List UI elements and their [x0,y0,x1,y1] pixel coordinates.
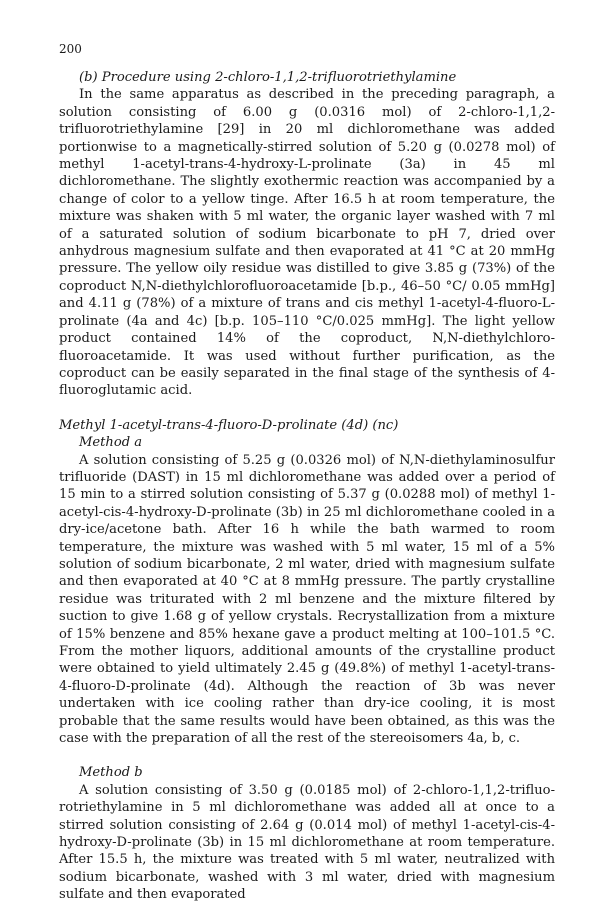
method-b-paragraph: A solution consisting of 3.50 g (0.0185 mol) of 2-chloro-1,1,2-trifluo-rotriethylamine in 5 ml dichloromethane was added all at once to a stirred solution consisting of 2.64 g (0.014 mol) of methyl 1-acetyl-cis-4-hydroxy-D-prolinate (3b) in 15 ml dichloromethane at room temperature. After 15.5 h, the mixture was treated with 5 ml water, neutralized with sodium bicarbonate, washed with 3 ml water, dried with magnesium sulfate and then evaporated [59,782,555,903]
section-b-paragraph: In the same apparatus as described in the preceding paragraph, a solution consisting of 6.00 g (0.0316 mol) of 2-chloro-1,1,2-trifluorotriethylamine [29] in 20 ml dichloromethane was added portionwise to a magnetically-stirred solution of 5.20 g (0.0278 mol) of methyl 1-acetyl-trans-4-hydroxy-L-prolinate (3a) in 45 ml dichloromethane. The slightly exothermic reaction was accompanied by a change of color to a yellow tinge. After 16.5 h at room temperature, the mixture was shaken with 5 ml water, the organic layer washed with 7 ml of a saturated solution of sodium bicarbonate to pH 7, dried over anhydrous magnesium sulfate and then evaporated at 41 °C at 20 mmHg pressure. The yellow oily residue was distilled to give 3.85 g (73%) of the coproduct N,N-diethylchlorofluoroacetamide [b.p., 46–50 °C/ 0.05 mmHg] and 4.11 g (78%) of a mixture of trans and cis methyl 1-acetyl-4-fluoro-L-prolinate (4a and 4c) [b.p. 105–110 °C/0.025 mmHg]. The light yellow product contained 14% of the coproduct, N,N-diethylchloro-fluoroacetamide. It was used without further purification, as the coproduct can be easily separated in the final stage of the synthesis of 4-fluoroglutamic acid. [59,87,555,399]
method-a-paragraph: A solution consisting of 5.25 g (0.0326 mol) of N,N-diethylaminosulfur trifluoride (DAST) in 15 ml dichloromethane was added over a period of 15 min to a stirred solution consisting of 5.37 g (0.0288 mol) of methyl 1-acetyl-cis-4-hydroxy-D-prolinate (3b) in 25 ml dichloromethane cooled in a dry-ice/acetone bath. After 16 h while the bath warmed to room temperature, the mixture was washed with 5 ml water, 15 ml of a 5% solution of sodium bicarbonate, 2 ml water, dried with magnesium sulfate and then evaporated at 40 °C at 8 mmHg pressure. The partly crystalline residue was triturated with 2 ml benzene and the mixture filtered by suction to give 1.68 g of yellow crystals. Recrystallization from a mixture of 15% benzene and 85% hexane gave a product melting at 100–101.5 °C. From the mother liquors, additional amounts of the crystalline product were obtained to yield ultimately 2.45 g (49.8%) of methyl 1-acetyl-trans-4-fluoro-D-prolinate (4d). Although the reaction of 3b was never undertaken with ice cooling rather than dry-ice cooling, it is most probable that the same results would have been obtained, as this was the case with the preparation of all the rest of the stereoisomers 4a, b, c. [59,452,555,747]
compound-title: Methyl 1-acetyl-trans-4-fluoro-D-prolinate (4d) (nc) [59,417,399,433]
page-number: 200 [59,42,82,56]
spacer [59,747,555,764]
spacer [59,400,555,417]
method-b-heading: Method b [79,765,143,781]
section-b-heading: (b) Procedure using 2-chloro-1,1,2-trifluorotriethylamine [79,70,457,85]
method-a-heading: Method a [79,435,143,451]
page-body [59,69,555,904]
